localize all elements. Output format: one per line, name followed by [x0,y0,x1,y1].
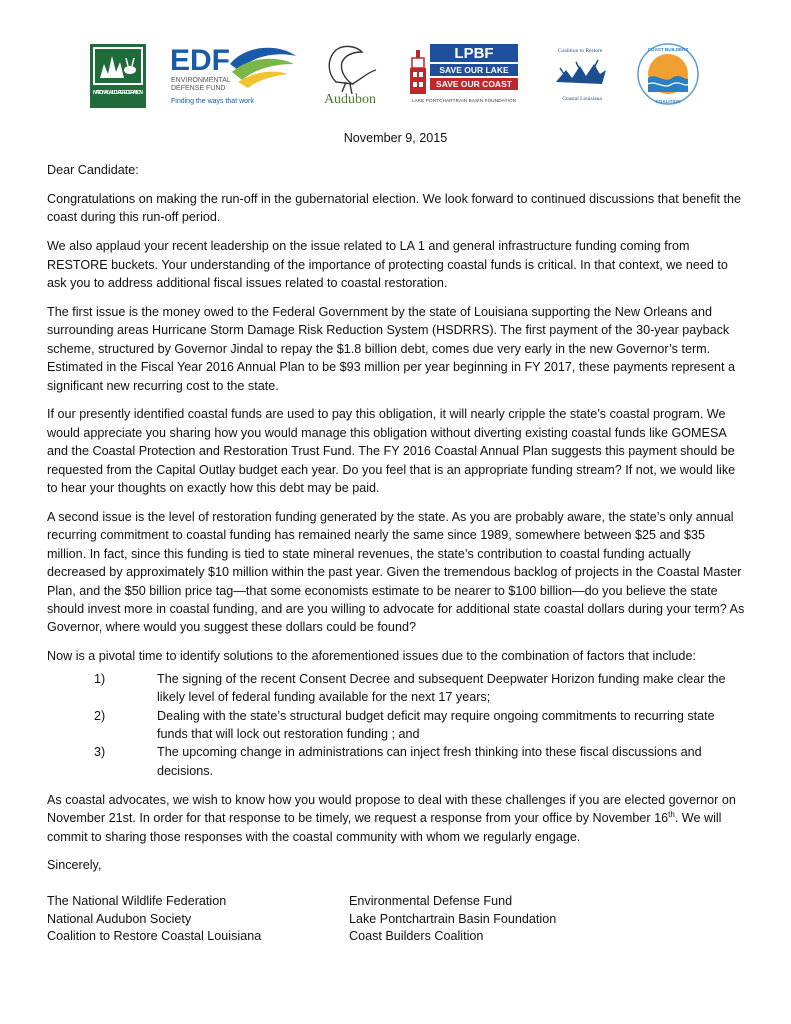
signatories [47,893,747,946]
signatory-right: Environmental Defense Fund [349,893,513,908]
audubon-logo-text: Audubon [323,92,377,107]
svg-text:Finding the ways that work: Finding the ways that work [171,98,254,105]
crcl-logo [546,44,616,106]
list-number: 2) [94,708,106,723]
edf-logo [168,42,298,108]
list-number: 3) [94,745,106,760]
cbc-logo [636,42,700,106]
letter-body [47,161,747,946]
lpbf-logo [408,42,520,106]
svg-text:COAST BUILDERS: COAST BUILDERS [647,47,689,52]
letter-date: November 9, 2015 [343,131,448,145]
factors-list [47,670,747,780]
paragraph-3: The first issue is the money owed to the Federal Government by the state of Louisiana supporting the New Orleans and surrounding areas Hurricane Storm Damage Risk Reduction System (HSDRRS). The first payment of the 30-year payback scheme, structured by Governor Jindal to repay the $1.8 billion debt, comes due very early in the new Governor’s term. Estimated in the Fiscal Year 2016 Annual Plan to be $93 million per year beginning in FY 2017, these payments represent a significant new recurring cost to the state. [47,304,735,393]
closing: Sincerely, [47,858,102,873]
svg-text:DEFENSE FUND: DEFENSE FUND [171,85,226,92]
signatory-left: Coalition to Restore Coastal Louisiana [47,929,262,944]
logo-bar [0,0,791,112]
list-item [47,707,747,744]
lpbf-logo-text: LPBF [454,45,494,62]
list-text: The upcoming change in administrations can inject fresh thinking into these fiscal discussions and decisions. [157,745,702,778]
paragraph-1: Congratulations on making the run-off in the gubernatorial election. We look forward to continued discussions that benefit the coast during this run-off period. [47,191,742,225]
list-item [47,743,747,780]
svg-text:SAVE OUR COAST: SAVE OUR COAST [436,79,512,89]
svg-text:Coastal Louisiana: Coastal Louisiana [562,96,602,102]
edf-logo-text: EDF [170,44,230,77]
svg-text:Coalition to Restore: Coalition to Restore [557,48,603,54]
paragraph-2: We also applaud your recent leadership on the issue related to LA 1 and general infrastructure funding coming from RESTORE buckets. Your understanding of the importance of protecting coastal funds is critical. In that context, we need to ask you to address additional fiscal issues related to coastal restoration. [47,239,728,291]
nwf-logo [90,44,146,108]
svg-text:LAKE PONTCHARTRAIN BASIN FOUND: LAKE PONTCHARTRAIN BASIN FOUNDATION [412,98,516,103]
signatory-left: The National Wildlife Federation [47,893,227,908]
paragraph-6: Now is a pivotal time to identify solutions to the aforementioned issues due to the combination of factors that include: [47,649,696,664]
svg-text:SAVE OUR LAKE: SAVE OUR LAKE [439,65,509,75]
paragraph-4: If our presently identified coastal funds are used to pay this obligation, it will nearly cripple the state’s coastal program. We would appreciate you sharing how you would manage this obligation without diverting existing coastal funds like GOMESA and the Coastal Protection and Restoration Trust Fund. The FY 2016 Coastal Annual Plan suggests this payment should be requested from the Capital Outlay budget each year. Do you feel that is an appropriate funding stream? If not, we would like to hear your thoughts on exactly how this debt may be paid. [47,407,736,496]
nwf-logo-text: NATIONAL WILDLIFE FEDERATION [93,90,143,96]
paragraph-7: As coastal advocates, we wish to know how you would propose to deal with these challenges if you are elected governor on November 21st. In order for that response to be timely, we request a response from your office by November 16th. We will commit to sharing those responses with the coastal community with whom we regularly engage. [47,792,736,844]
paragraph-5: A second issue is the level of restoration funding generated by the state. As you are probably aware, the state’s only annual recurring commitment to coastal funding has remained nearly the same since 1989, somewhere between $25 and $35 million. In fact, since this funding is tied to state mineral revenues, the state’s contribution to coastal funding actually decreased by approximately $10 million within the past year. Given the tremendous backlog of projects in the Coastal Master Plan, and the $50 billion price tag—that some economists estimate to be nearer to $100 billion—do you believe the state should invest more in coastal funding, and are you willing to advocate for additional state coastal dollars during your term? As Governor, where would you suggest these dollars could be found? [47,510,745,635]
list-text: Dealing with the state’s structural budget deficit may require ongoing commitments to recurring state funds that will lock out restoration funding ; and [157,708,715,741]
salutation: Dear Candidate: [47,163,139,177]
list-number: 1) [94,671,106,686]
signatory-right: Lake Pontchartrain Basin Foundation [349,911,557,926]
audubon-logo [316,40,384,108]
list-text: The signing of the recent Consent Decree and subsequent Deepwater Horizon funding make clear the likely level of federal funding available for the next 17 years; [157,671,726,705]
signatory-left: National Audubon Society [47,911,192,926]
signatory-right: Coast Builders Coalition [349,929,484,944]
svg-text:COALITION: COALITION [655,99,681,104]
list-item [47,670,747,707]
svg-text:ENVIRONMENTAL: ENVIRONMENTAL [171,77,231,84]
